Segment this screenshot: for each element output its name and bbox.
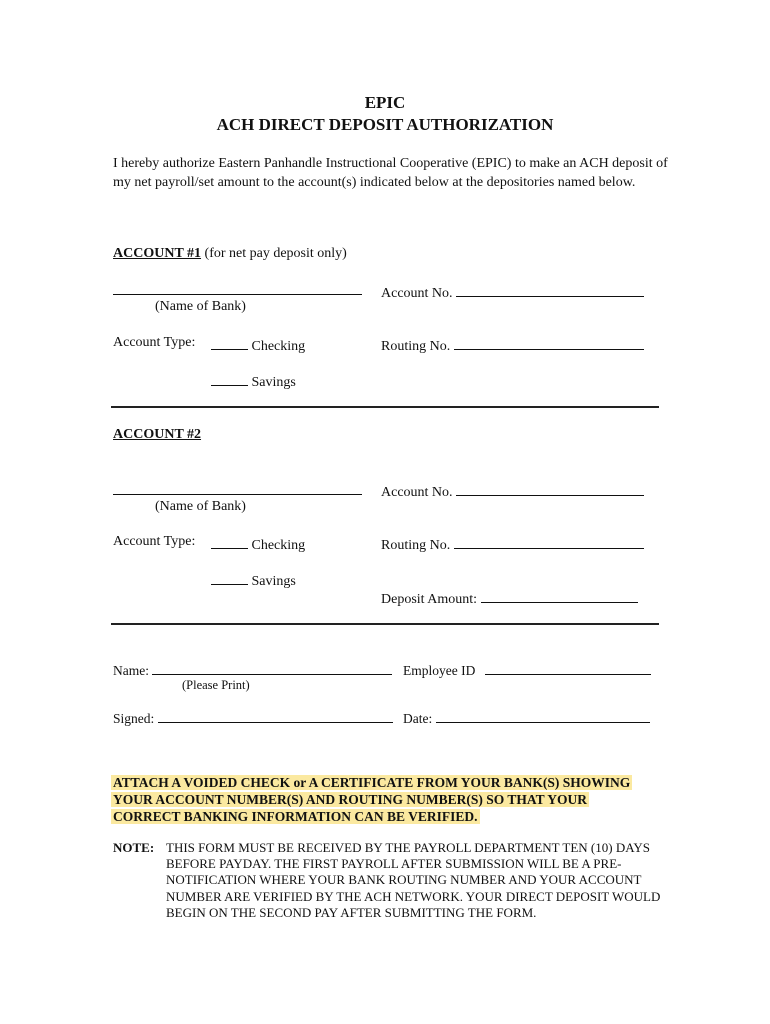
section-divider xyxy=(111,406,659,408)
name-label: Name: xyxy=(113,663,149,678)
warning-line-1: ATTACH A VOIDED CHECK or A CERTIFICATE FROM YOUR BANK(S) SHOWING xyxy=(113,775,631,790)
account1-checking-label: Checking xyxy=(251,339,306,354)
note-text: THIS FORM MUST BE RECEIVED BY THE PAYROLL DEPARTMENT TEN (10) DAYS BEFORE PAYDAY. THE FIRST PAYROLL AFTER SUBMISSION WILL BE A PRE-NOTIFICATION WHERE YOUR BANK ROUTING NUMBER AND YOUR ACCOUNT NUMBER ARE VERIFIED BY THE ACH NETWORK. YOUR DIRECT DEPOSIT WOULD BEGIN ON THE SECOND PAY AFTER SUBMITTING THE FORM. xyxy=(166,840,661,920)
signature-field[interactable] xyxy=(158,708,393,723)
account2-heading-row xyxy=(113,427,201,443)
account1-heading: ACCOUNT #1 xyxy=(113,246,202,261)
warning-line-3: CORRECT BANKING INFORMATION CAN BE VERIFIED. xyxy=(113,809,478,824)
account2-savings-row xyxy=(211,570,296,590)
account1-account-no-label: Account No. xyxy=(381,286,453,301)
employee-id-row xyxy=(403,660,651,679)
account1-savings-label: Savings xyxy=(251,375,296,390)
account1-routing-no-field[interactable] xyxy=(454,335,644,350)
account2-deposit-amount-row xyxy=(381,588,638,608)
date-row xyxy=(403,708,650,727)
account2-routing-no-field[interactable] xyxy=(454,534,644,549)
account2-account-no-row xyxy=(381,481,644,501)
form-title: ACH DIRECT DEPOSIT AUTHORIZATION xyxy=(216,115,554,134)
account2-checking-field[interactable] xyxy=(211,534,248,549)
account1-routing-row xyxy=(381,335,644,355)
account2-heading: ACCOUNT #2 xyxy=(113,427,202,442)
account2-checking-label: Checking xyxy=(251,538,306,553)
account1-savings-field[interactable] xyxy=(211,371,248,386)
account2-deposit-amount-field[interactable] xyxy=(481,588,638,603)
account2-deposit-amount-label: Deposit Amount: xyxy=(381,592,478,607)
account1-bank-caption: (Name of Bank) xyxy=(155,299,246,314)
signed-row xyxy=(113,708,393,727)
name-row xyxy=(113,660,392,679)
voided-check-warning xyxy=(111,774,632,825)
account1-account-no-field[interactable] xyxy=(456,282,644,297)
account2-checking-row xyxy=(211,534,305,554)
account1-checking-row xyxy=(211,335,305,355)
account2-account-type-label: Account Type: xyxy=(113,534,196,549)
account1-heading-row xyxy=(113,246,347,262)
account1-savings-row xyxy=(211,371,296,391)
account2-savings-label: Savings xyxy=(251,574,296,589)
account2-routing-row xyxy=(381,534,644,554)
account2-bank-name-field[interactable] xyxy=(113,494,362,495)
date-label: Date: xyxy=(403,711,433,726)
account2-bank-caption: (Name of Bank) xyxy=(155,499,246,514)
note-label: NOTE: xyxy=(113,840,155,855)
signed-label: Signed: xyxy=(113,711,155,726)
name-field[interactable] xyxy=(152,660,392,675)
employee-id-field[interactable] xyxy=(485,660,651,675)
account2-account-no-field[interactable] xyxy=(456,481,644,496)
please-print-caption: (Please Print) xyxy=(182,678,250,692)
account1-account-type-label: Account Type: xyxy=(113,335,196,350)
date-field[interactable] xyxy=(436,708,650,723)
authorization-paragraph: I hereby authorize Eastern Panhandle Instructional Cooperative (EPIC) to make an ACH deposit of my net payroll/set amount to the account(s) indicated below at the depositories named below. xyxy=(113,156,668,190)
account1-routing-no-label: Routing No. xyxy=(381,339,451,354)
account1-checking-field[interactable] xyxy=(211,335,248,350)
account1-note: (for net pay deposit only) xyxy=(204,246,347,261)
warning-line-2: YOUR ACCOUNT NUMBER(S) AND ROUTING NUMBER(S) SO THAT YOUR xyxy=(113,792,588,807)
account1-account-no-row xyxy=(381,282,644,302)
account2-savings-field[interactable] xyxy=(211,570,248,585)
section-divider xyxy=(111,623,659,625)
account2-account-no-label: Account No. xyxy=(381,485,453,500)
employee-id-label: Employee ID xyxy=(403,663,476,678)
org-name: EPIC xyxy=(364,93,406,112)
account2-routing-no-label: Routing No. xyxy=(381,538,451,553)
account1-bank-name-field[interactable] xyxy=(113,294,362,295)
